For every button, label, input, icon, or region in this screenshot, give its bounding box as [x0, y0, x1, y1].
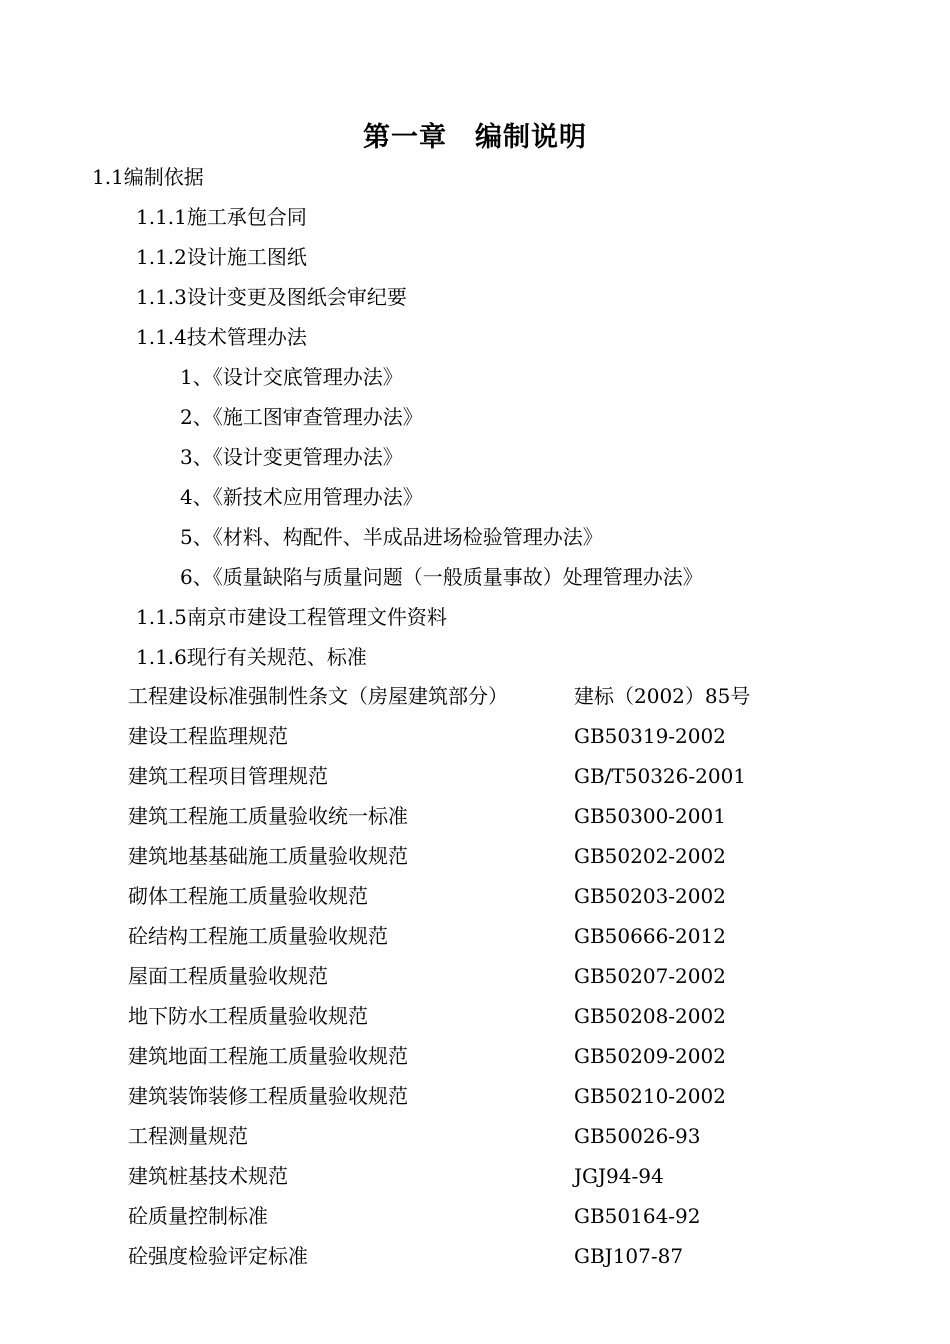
method-item: 4、《新技术应用管理办法》 — [180, 485, 423, 509]
section-heading: 1.1编制依据 — [92, 165, 204, 189]
method-item: 2、《施工图审查管理办法》 — [180, 405, 423, 429]
standard-code: GB50164-92 — [574, 1204, 701, 1228]
subsection-heading: 1.1.6现行有关规范、标准 — [136, 645, 367, 669]
standard-code: GB50210-2002 — [574, 1084, 726, 1108]
standard-name: 砼结构工程施工质量验收规范 — [128, 924, 388, 948]
standard-code: GB50300-2001 — [574, 804, 726, 828]
method-item: 5、《材料、构配件、半成品进场检验管理办法》 — [180, 525, 603, 549]
standard-code: GB50202-2002 — [574, 844, 726, 868]
standard-name: 建筑桩基技术规范 — [128, 1164, 288, 1188]
method-item: 1、《设计交底管理办法》 — [180, 365, 403, 389]
standard-name: 建筑装饰装修工程质量验收规范 — [128, 1084, 408, 1108]
standard-code: GB50319-2002 — [574, 724, 726, 748]
standard-name: 屋面工程质量验收规范 — [128, 964, 328, 988]
subsection-heading: 1.1.3设计变更及图纸会审纪要 — [136, 285, 407, 309]
standard-name: 建设工程监理规范 — [128, 724, 288, 748]
subsection-heading: 1.1.1施工承包合同 — [136, 205, 307, 229]
standard-name: 砼质量控制标准 — [128, 1204, 268, 1228]
subsection-heading: 1.1.5南京市建设工程管理文件资料 — [136, 605, 447, 629]
standard-name: 工程建设标准强制性条文（房屋建筑部分） — [128, 684, 508, 708]
standard-code: GB50209-2002 — [574, 1044, 726, 1068]
standard-code: 建标（2002）85号 — [574, 684, 751, 708]
standard-code: GBJ107-87 — [574, 1244, 684, 1268]
standard-code: GB50203-2002 — [574, 884, 726, 908]
standard-name: 工程测量规范 — [128, 1124, 248, 1148]
standard-code: JGJ94-94 — [574, 1164, 664, 1188]
standard-code: GB50208-2002 — [574, 1004, 726, 1028]
standard-code: GB50207-2002 — [574, 964, 726, 988]
standard-name: 建筑地面工程施工质量验收规范 — [128, 1044, 408, 1068]
standard-name: 地下防水工程质量验收规范 — [128, 1004, 368, 1028]
standard-name: 建筑工程项目管理规范 — [128, 764, 328, 788]
standard-name: 砌体工程施工质量验收规范 — [128, 884, 368, 908]
standard-name: 建筑工程施工质量验收统一标准 — [128, 804, 408, 828]
standard-name: 砼强度检验评定标准 — [128, 1244, 308, 1268]
standard-code: GB50666-2012 — [574, 924, 726, 948]
standard-name: 建筑地基基础施工质量验收规范 — [128, 844, 408, 868]
standard-code: GB/T50326-2001 — [574, 764, 747, 788]
subsection-heading: 1.1.4技术管理办法 — [136, 325, 307, 349]
method-item: 6、《质量缺陷与质量问题（一般质量事故）处理管理办法》 — [180, 565, 703, 589]
method-item: 3、《设计变更管理办法》 — [180, 445, 403, 469]
chapter-title: 第一章 编制说明 — [363, 122, 587, 153]
standard-code: GB50026-93 — [574, 1124, 701, 1148]
subsection-heading: 1.1.2设计施工图纸 — [136, 245, 307, 269]
